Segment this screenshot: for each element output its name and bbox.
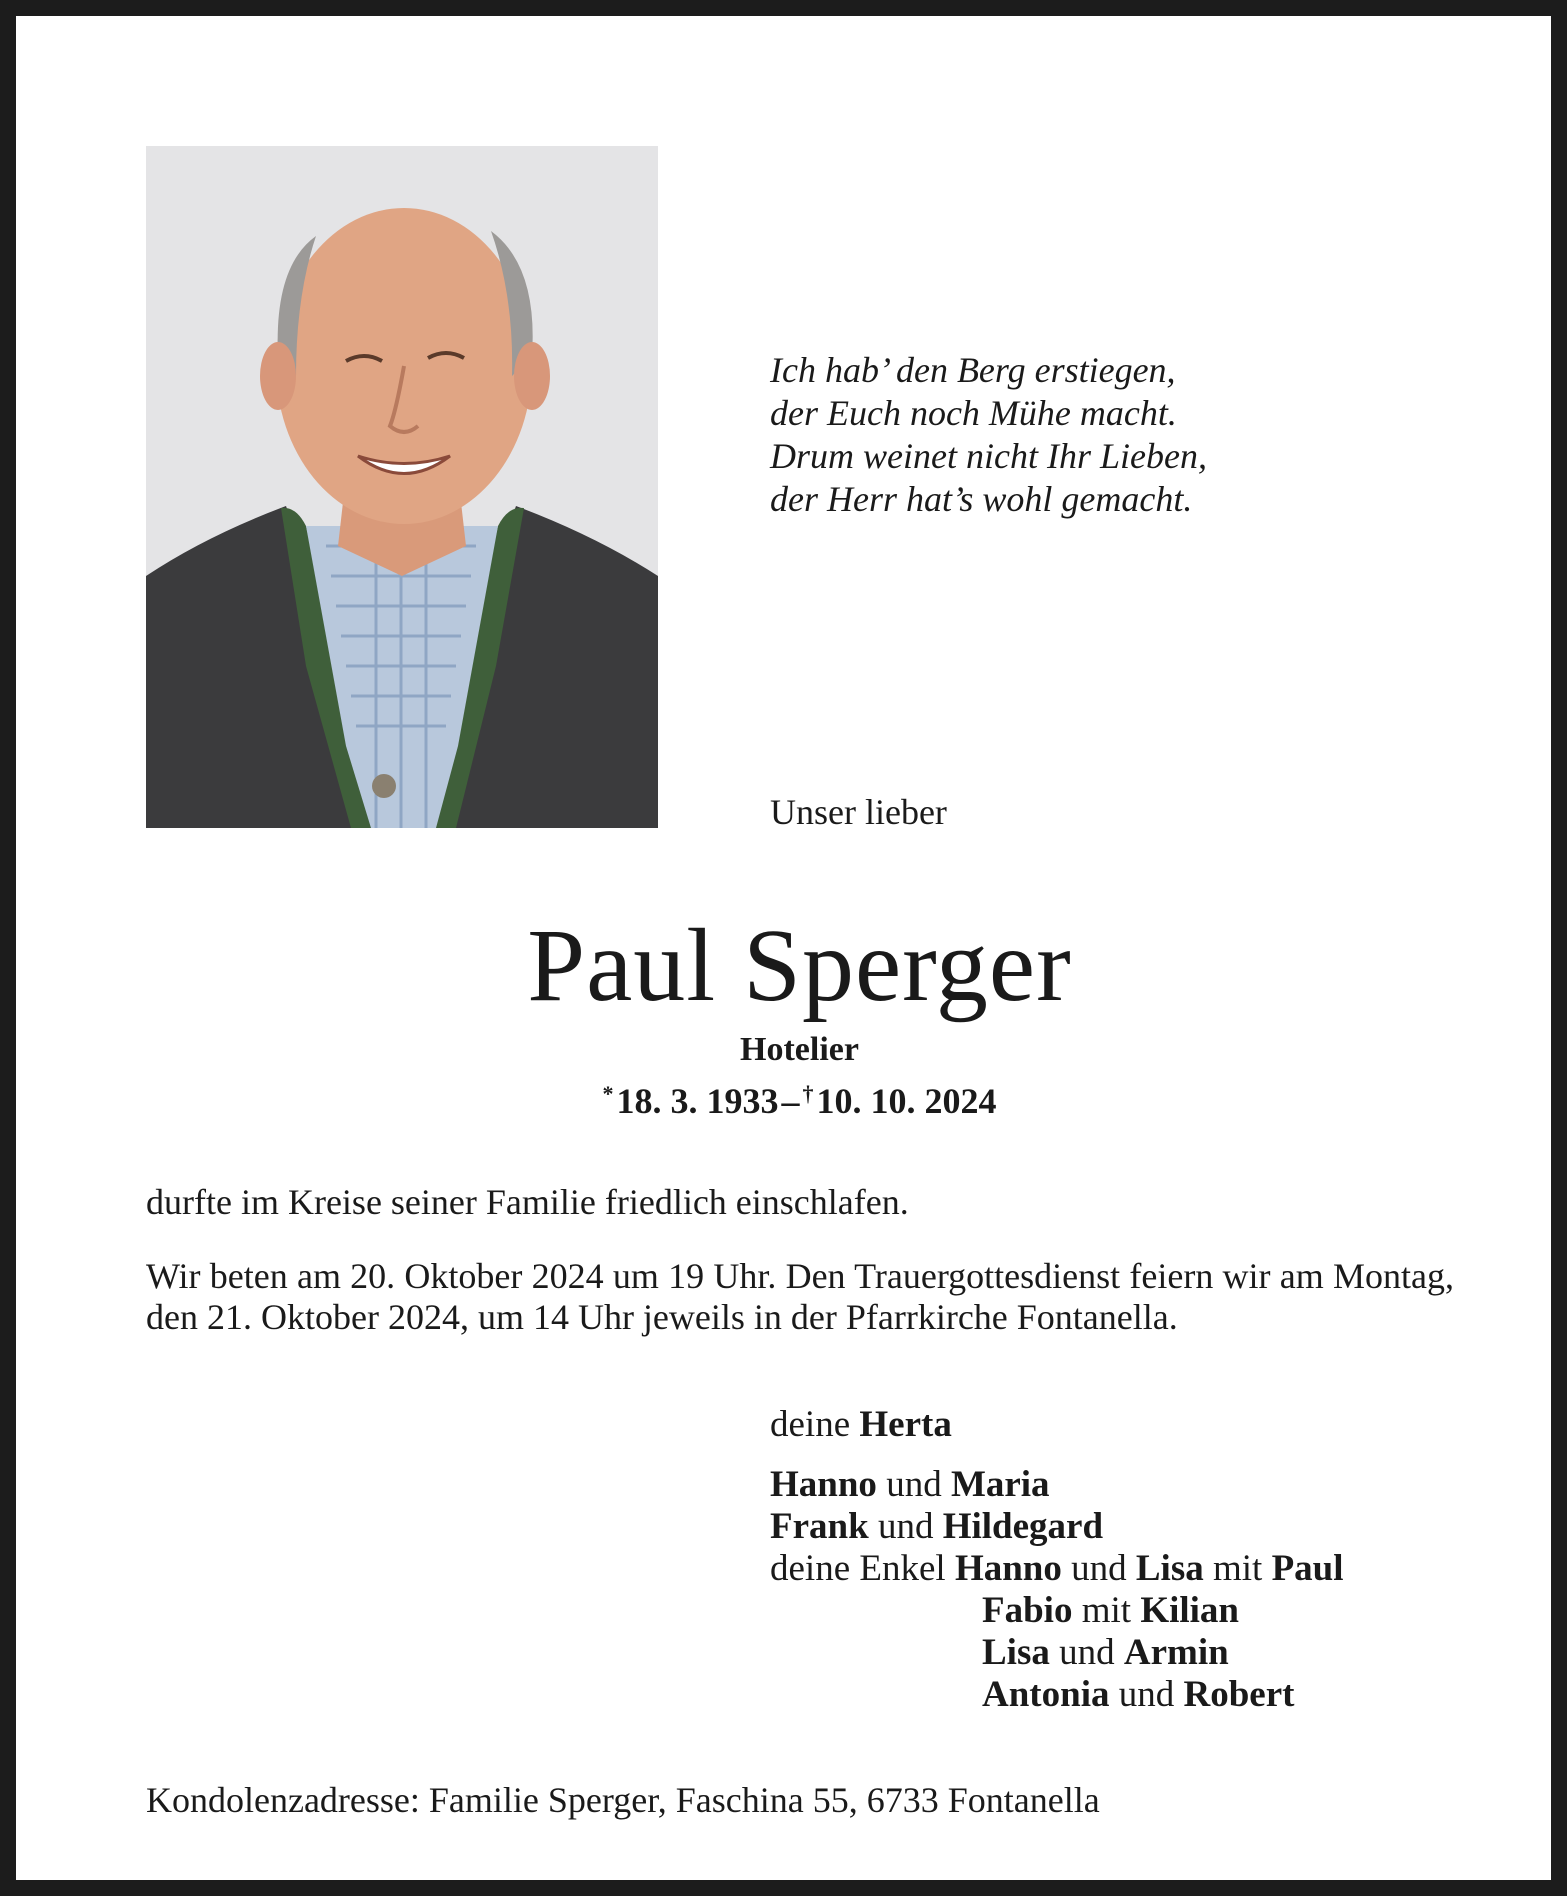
spouse-row <box>770 1404 1344 1446</box>
children-row <box>770 1464 1344 1506</box>
grandchildren-prefix: deine Enkel <box>770 1548 946 1589</box>
condolence-address: Kondolenzadresse: Familie Sperger, Faschina 55, 6733 Fontanella <box>146 1780 1100 1820</box>
child-name: Frank <box>770 1506 869 1547</box>
grandchildren-row <box>770 1548 1344 1590</box>
grandchildren-row <box>770 1674 1344 1716</box>
passing-statement: durfte im Kreise seiner Familie friedlich einschlafen. <box>146 1182 909 1222</box>
spouse-name: Herta <box>859 1404 952 1445</box>
death-symbol: † <box>802 1081 814 1106</box>
poem-line: Drum weinet nicht Ihr Lieben, <box>770 436 1207 476</box>
deceased-occupation: Hotelier <box>740 1031 859 1068</box>
child-partner-name: Hildegard <box>942 1506 1104 1547</box>
conjunction: mit <box>1212 1548 1263 1589</box>
conjunction: und <box>886 1464 942 1505</box>
grandchild-partner-name: Robert <box>1183 1674 1295 1715</box>
conjunction: und <box>1118 1674 1175 1715</box>
grandchild-name: Fabio <box>982 1590 1073 1631</box>
children-row <box>770 1506 1344 1548</box>
grandchildren-row <box>770 1590 1344 1632</box>
poem <box>770 349 1207 521</box>
great-grandchild-name: Kilian <box>1140 1590 1240 1631</box>
grandchild-name: Lisa <box>982 1632 1050 1673</box>
life-dates <box>16 1071 1567 1124</box>
poem-line: Ich hab’ den Berg erstiegen, <box>770 350 1176 390</box>
date-separator: – <box>781 1081 800 1121</box>
child-name: Hanno <box>770 1464 877 1505</box>
poem-line: der Euch noch Mühe macht. <box>770 393 1177 433</box>
conjunction: und <box>1071 1548 1127 1589</box>
service-details: Wir beten am 20. Oktober 2024 um 19 Uhr. Den Trauergottesdienst feiern wir am Montag, den 21. Oktober 2024, um 14 Uhr jeweils in der Pfarrkirche Fontanella. <box>146 1256 1454 1337</box>
grandchild-name: Hanno <box>954 1548 1062 1589</box>
birth-date: 18. 3. 1933 <box>616 1081 779 1121</box>
grandchild-partner-name: Lisa <box>1135 1548 1204 1589</box>
death-date: 10. 10. 2024 <box>816 1081 997 1121</box>
portrait-illustration <box>146 146 658 828</box>
intro-text: Unser lieber <box>770 792 947 832</box>
great-grandchild-name: Paul <box>1271 1548 1344 1589</box>
child-partner-name: Maria <box>950 1464 1050 1505</box>
deceased-name: Paul Sperger <box>527 908 1072 1023</box>
portrait-photo <box>146 146 658 828</box>
conjunction: und <box>1059 1632 1115 1673</box>
grandchild-name: Antonia <box>982 1674 1110 1715</box>
birth-symbol: * <box>602 1081 614 1106</box>
grandchildren-row <box>770 1632 1344 1674</box>
conjunction: mit <box>1081 1590 1132 1631</box>
spouse-prefix: deine <box>770 1404 851 1445</box>
mourners-list <box>770 1404 1344 1716</box>
poem-line: der Herr hat’s wohl gemacht. <box>770 479 1193 519</box>
conjunction: und <box>877 1506 934 1547</box>
grandchild-partner-name: Armin <box>1123 1632 1229 1673</box>
